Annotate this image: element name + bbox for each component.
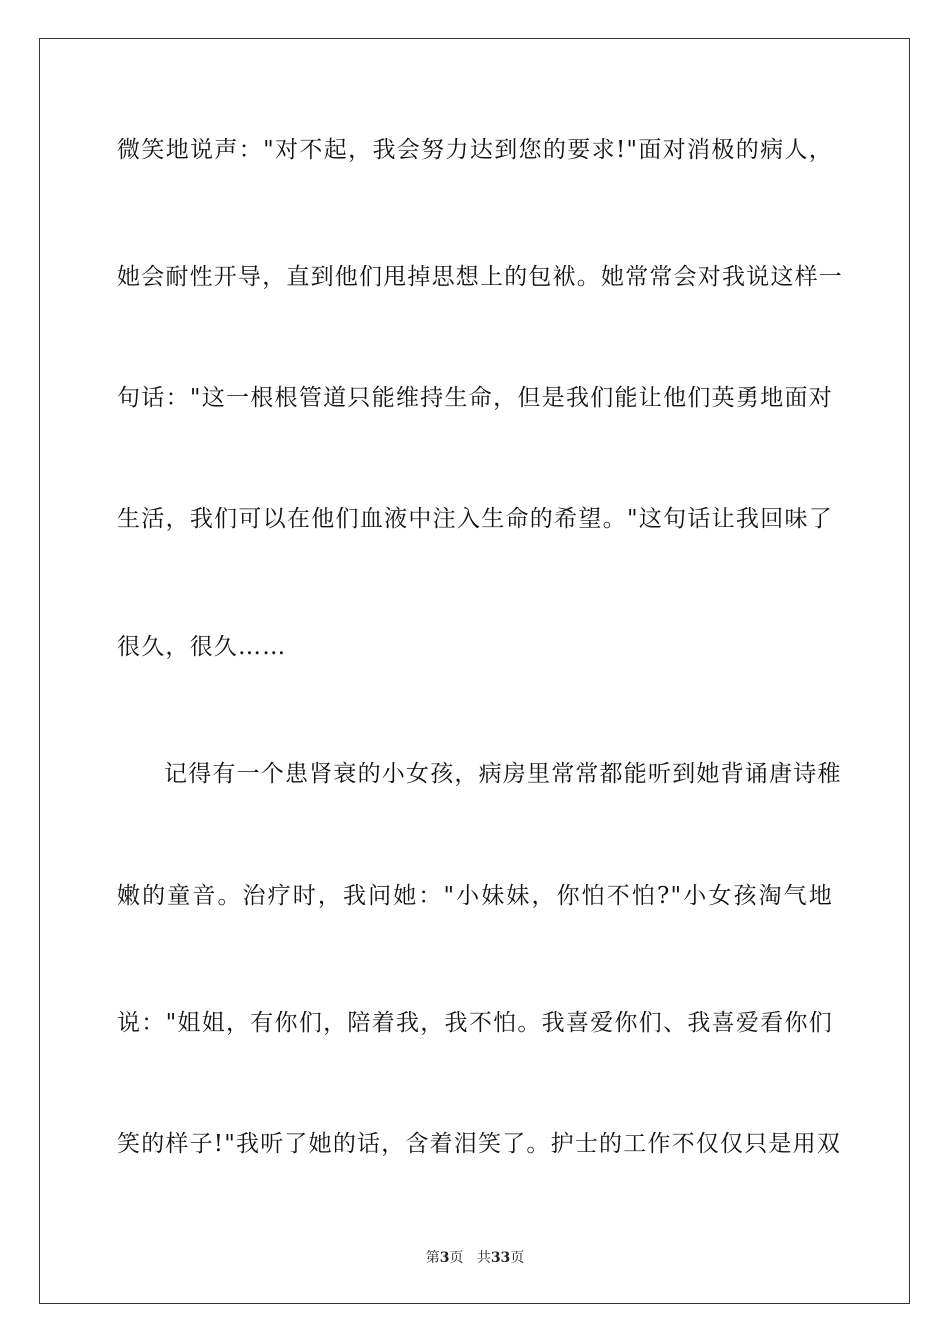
text-line-5: 很久，很久……: [117, 634, 287, 660]
text-line-2: 她会耐性开导，直到他们甩掉思想上的包袱。她常常会对我说这样一: [117, 264, 843, 290]
total-unit: 页: [510, 1250, 525, 1266]
paragraph-start-line: 记得有一个患肾衰的小女孩，病房里常常都能听到她背诵唐诗稚: [164, 761, 842, 787]
text-line-3: 句话："这一根根管道只能维持生命，但是我们能让他们英勇地面对: [117, 385, 833, 411]
text-line-1: 微笑地说声："对不起，我会努力达到您的要求!"面对消极的病人，: [117, 137, 833, 163]
total-page-count: 33: [490, 1250, 511, 1266]
page-prefix: 第: [425, 1250, 440, 1266]
page-footer: [0, 1248, 950, 1268]
page-frame: [39, 38, 910, 1304]
text-line-4: 生活，我们可以在他们血液中注入生命的希望。"这句话让我回味了: [117, 506, 833, 532]
total-prefix: 共: [476, 1250, 491, 1266]
text-line-7: 嫩的童音。治疗时，我问她："小妹妹，你怕不怕?"小女孩淘气地: [117, 883, 833, 909]
current-page-number: 3: [439, 1250, 450, 1266]
text-line-8: 说："姐姐，有你们，陪着我，我不怕。我喜爱你们、我喜爱看你们: [117, 1010, 833, 1036]
page-unit: 页: [449, 1250, 464, 1266]
text-line-9: 笑的样子!"我听了她的话，含着泪笑了。护士的工作不仅仅只是用双: [117, 1131, 842, 1157]
